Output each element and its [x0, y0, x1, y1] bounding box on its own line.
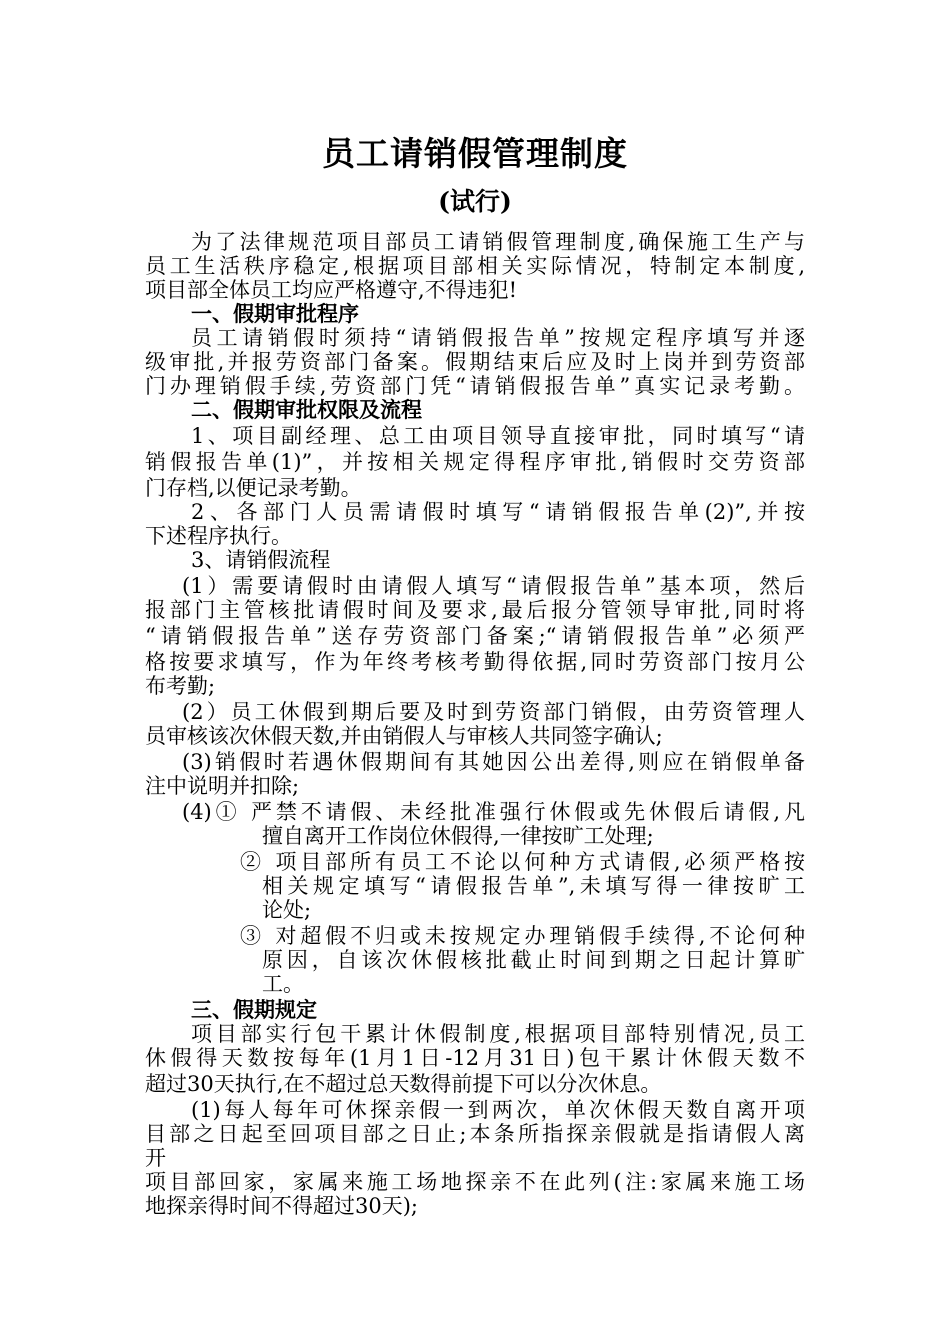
paragraph-line: ③ 对超假不归或未按规定办理销假手续得,不论何种 [240, 924, 805, 948]
paragraph-line: (3)销假时若遇休假期间有其她因公出差得,则应在销假单备 [182, 750, 805, 774]
section-heading-2: 二、假期审批权限及流程 [191, 397, 422, 422]
paragraph-line: 论处; [262, 898, 312, 922]
paragraph-line: ② 项目部所有员工不论以何种方式请假,必须严格按 [240, 850, 805, 874]
paragraph-line: 3、请销假流程 [191, 548, 331, 572]
paragraph-line: 格按要求填写，作为年终考核考勤得依据,同时劳资部门按月公 [145, 650, 805, 674]
paragraph-line: “请销假报告单”送存劳资部门备案;“请销假报告单”必须严 [145, 624, 805, 648]
paragraph-line: 1、项目副经理、总工由项目领导直接审批，同时填写“请 [191, 424, 805, 448]
paragraph-line: 工。 [262, 972, 304, 996]
paragraph-line: 目部之日起至回项目部之日止;本条所指探亲假就是指请假人离 [145, 1122, 805, 1146]
paragraph-line: 下述程序执行。 [145, 524, 292, 548]
paragraph-line: 擅自离开工作岗位休假得,一律按旷工处理; [262, 824, 654, 848]
paragraph-line: 布考勤; [145, 674, 216, 698]
section-heading-1: 一、假期审批程序 [191, 301, 359, 326]
paragraph-line: 员工生活秩序稳定,根据项目部相关实际情况，特制定本制度, [145, 254, 805, 278]
paragraph-line: (1）需要请假时由请假人填写“请假报告单”基本项，然后 [182, 574, 805, 598]
paragraph-line: 报部门主管核批请假时间及要求,最后报分管领导审批,同时将 [145, 598, 805, 622]
section-heading-3: 三、假期规定 [191, 997, 317, 1022]
paragraph-line: 门存档,以便记录考勤。 [145, 476, 362, 500]
paragraph-line: 地探亲得时间不得超过30天); [145, 1194, 418, 1218]
paragraph-line: 员审核该次休假天数,并由销假人与审核人共同签字确认; [145, 724, 663, 748]
paragraph-line: 项目部全体员工均应严格遵守,不得违犯! [145, 278, 518, 302]
paragraph-line: 休假得天数按每年(1月1日-12月31日)包干累计休假天数不 [145, 1046, 805, 1070]
paragraph-line: 销假报告单(1)”，并按相关规定得程序审批,销假时交劳资部 [145, 450, 805, 474]
paragraph-line: 原因，自该次休假核批截止时间到期之日起计算旷 [262, 948, 805, 972]
paragraph-line: 门办理销假手续,劳资部门凭“请销假报告单”真实记录考勤。 [145, 374, 805, 398]
paragraph-line: 为了法律规范项目部员工请销假管理制度,确保施工生产与 [191, 230, 805, 254]
document-subtitle: (试行) [438, 187, 512, 216]
paragraph-line: 超过30天执行,在不超过总天数得前提下可以分次休息。 [145, 1072, 662, 1096]
paragraph-line: 注中说明并扣除; [145, 774, 300, 798]
paragraph-line: 级审批,并报劳资部门备案。假期结束后应及时上岗并到劳资部 [145, 350, 805, 374]
paragraph-line: (1)每人每年可休探亲假一到两次，单次休假天数自离开项 [191, 1098, 805, 1122]
paragraph-line: 项目部实行包干累计休假制度,根据项目部特别情况,员工 [191, 1022, 805, 1046]
paragraph-line: 2、各部门人员需请假时填写“请销假报告单(2)”,并按 [191, 500, 805, 524]
document-title: 员工请销假管理制度 [322, 134, 628, 173]
paragraph-line: 员工请销假时须持“请销假报告单”按规定程序填写并逐 [191, 326, 805, 350]
paragraph-line: (2）员工休假到期后要及时到劳资部门销假，由劳资管理人 [182, 700, 805, 724]
paragraph-line: (4)① 严禁不请假、未经批准强行休假或先休假后请假,凡 [182, 800, 805, 824]
paragraph-line: 相关规定填写“请假报告单”,未填写得一律按旷工 [262, 874, 805, 898]
paragraph-line: 项目部回家，家属来施工场地探亲不在此列(注:家属来施工场 [145, 1170, 805, 1194]
paragraph-line: 开 [145, 1146, 166, 1170]
